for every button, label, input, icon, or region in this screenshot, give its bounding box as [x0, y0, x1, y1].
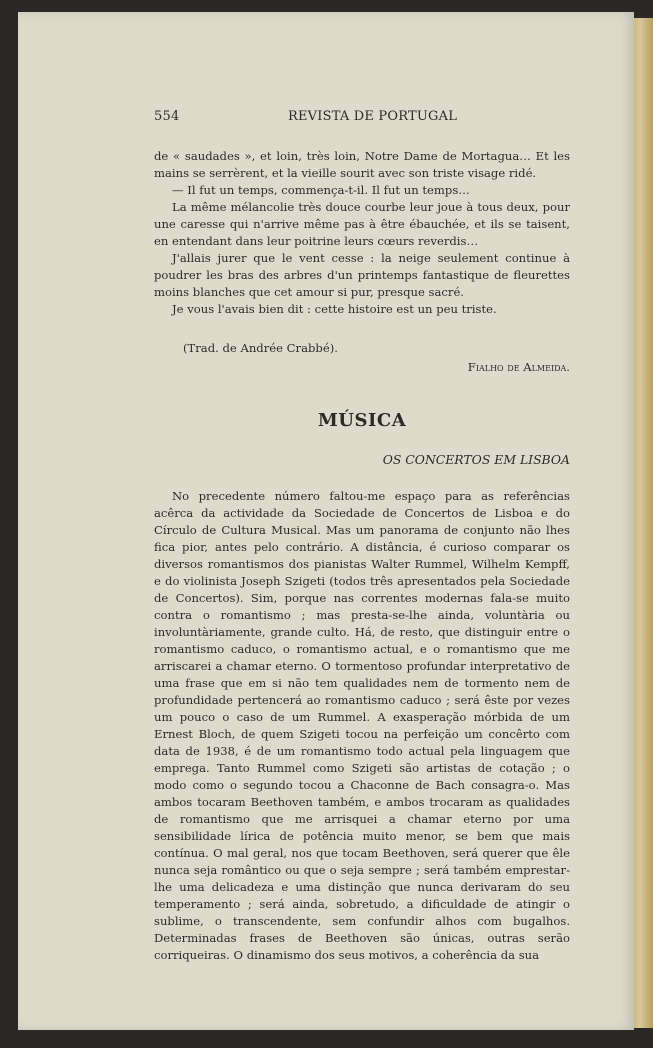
paragraph: J'allais jurer que le vent cesse : la neige seulement continue à poudrer les bras des arbres d'un printemps fantastique de fleurettes moins blanches que cet amour si pur, presque sacré.: [154, 251, 570, 299]
paragraph: Je vous l'avais bien dit : cette histoire est un peu triste.: [172, 302, 497, 316]
paragraph: de « saudades », et loin, très loin, Notre Dame de Mortagua… Et les mains se serrèrent, et la vieille sourit avec son triste visage ridé.: [154, 149, 570, 180]
paragraph: — Il fut un temps, commença-t-il. Il fut un temps…: [172, 183, 470, 197]
page-content: [154, 108, 570, 964]
page-header: [154, 108, 570, 128]
section-title: MÚSICA: [317, 410, 407, 431]
author-signature: Fialho de Almeida.: [467, 360, 570, 374]
paragraph: No precedente número faltou-me espaço para as referências acêrca da actividade da Sociedade de Concertos de Lisboa e do Círculo de Cultura Musical. Mas um panorama de conjunto não lhes fica pior, antes pelo contrário. A distância, é curioso comparar os diversos romantismos dos pianistas Walter Rummel, Wilhelm Kempff, e do violinista Joseph Szigeti (todos três apresentados pela Sociedade de Concertos). Sim, porque nas correntes modernas fala-se muito contra o romantismo ; mas presta-se-lhe ainda, voluntària ou involuntàriamente, grande culto. Há, de resto, que distinguir entre o romantismo caduco, o romantismo actual, e o romantismo que me arriscarei a chamar eterno. O tormentoso profundar interpretativo de uma frase que em si não tem qualidades nem de tormento nem de profundidade pertencerá ao romantismo caduco ; será êste por vezes um pouco o caso de um Rummel. A exasperação mórbida de um Ernest Bloch, de quem Szigeti tocou na perfeição um concêrto com data de 1938, é de um romantismo todo actual pela linguagem que emprega. Tanto Rummel como Szigeti são artistas de cotação ; o modo como o segundo tocou a Chaconne de Bach consagra-o. Mas ambos tocaram Beethoven também, e ambos trocaram as qualidades de romantismo que me arrisquei a chamar eterno por uma sensibilidade lírica de potência muito menor, se bem que mais contínua. O mal geral, nos que tocam Beethoven, será querer que êle nunca seja romântico ou que o seja sempre ; será também emprestar-lhe uma delicadeza e uma distinção que nunca derivaram do seu temperamento ; será ainda, sobretudo, a dificuldade de atingir o sublime, o transcendente, sem confundir alhos com bugalhos. Determinadas frases de Beethoven são únicas, outras serão corriqueiras. O dinamismo dos seus motivos, a coherência da sua: [154, 489, 570, 962]
page-number: 554: [154, 109, 180, 124]
paragraph: La même mélancolie très douce courbe leur joue à tous deux, pour une caresse qui n'arrive même pas à être ébauchée, et ils se taisent, en entendant dans leur poitrine leurs cœurs reverdis…: [154, 200, 570, 248]
translation-credit: (Trad. de Andrée Crabbé).: [183, 341, 338, 355]
section-subtitle: OS CONCERTOS EM LISBOA: [382, 452, 570, 467]
article-body: [154, 488, 570, 964]
french-text: [154, 148, 570, 376]
running-title: REVISTA DE PORTUGAL: [288, 109, 458, 124]
